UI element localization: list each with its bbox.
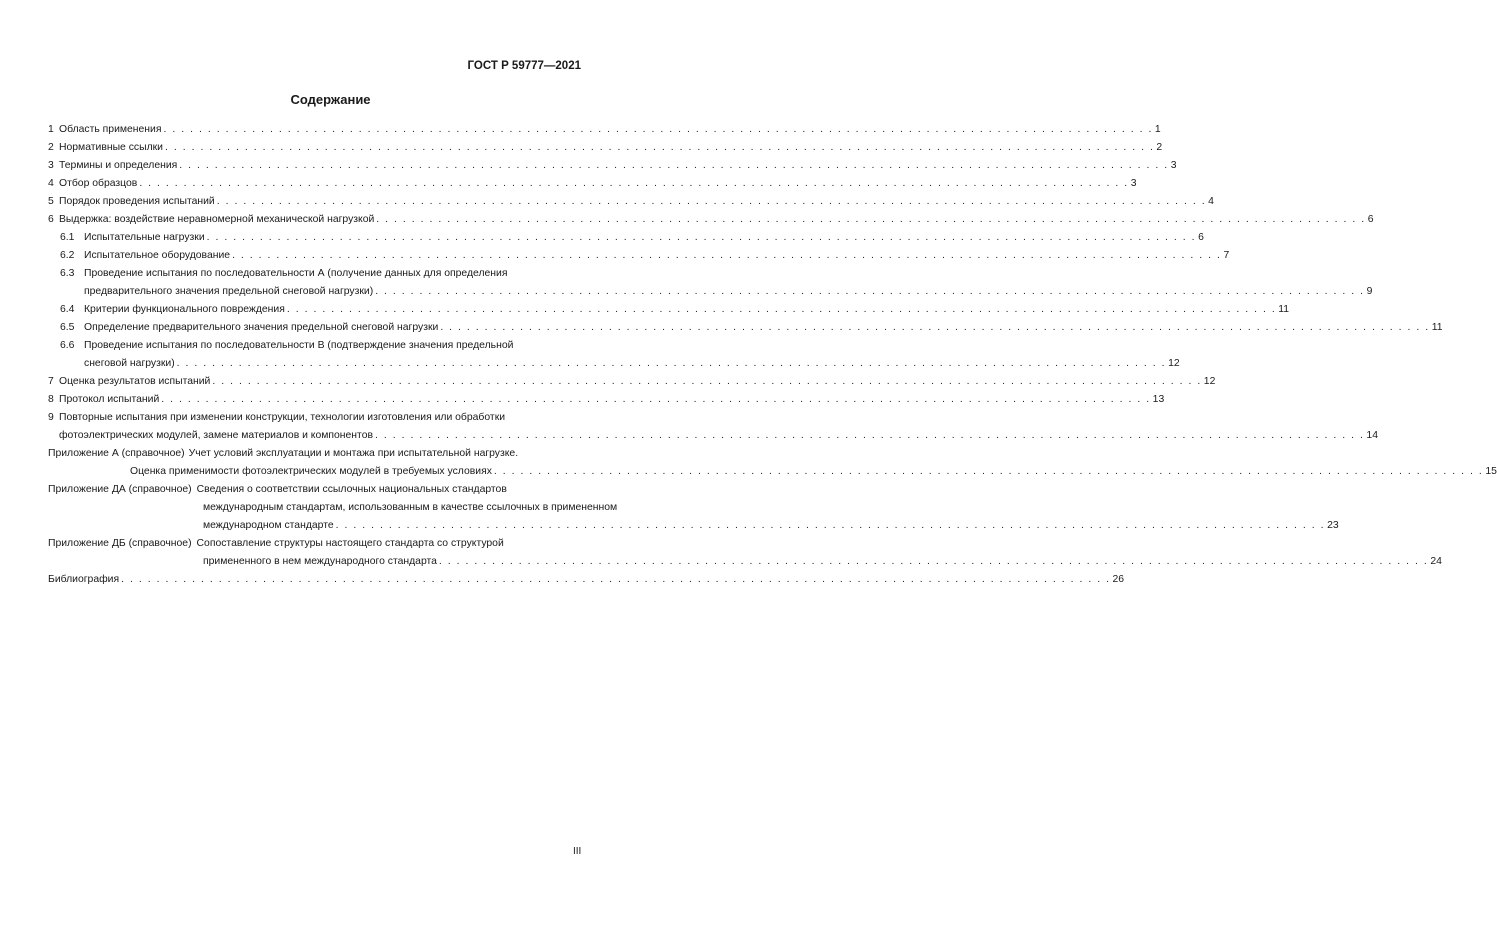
toc-entry-page: 9 (1366, 286, 1373, 297)
dot-leader: . . . . . . . . . . . . . . . . . . . . . . . . . . . . . . . . . . . . . . . . . . . . . . . . . . . . . . . . . . . . . . . . . . . . . . . . . . . . . . . . . . . . . . . . . . . . . . . . . . . . . . . . . . . . . . . . (232, 250, 1222, 261)
toc-entry-title: Повторные испытания при изменении конструкции, технологии изготовления или обработки (59, 412, 506, 423)
dot-leader: . . . . . . . . . . . . . . . . . . . . . . . . . . . . . . . . . . . . . . . . . . . . . . . . . . . . . . . . . . . . . . . . . . . . . . . . . . . . . . . . . . . . . . . . . . . . . . . . . . . . . . . . . . . . . . . . (375, 286, 1365, 297)
dot-leader: . . . . . . . . . . . . . . . . . . . . . . . . . . . . . . . . . . . . . . . . . . . . . . . . . . . . . . . . . . . . . . . . . . . . . . . . . . . . . . . . . . . . . . . . . . . . . . . . . . . . . . . . . . . . . . . . (161, 394, 1151, 405)
dot-leader: . . . . . . . . . . . . . . . . . . . . . . . . . . . . . . . . . . . . . . . . . . . . . . . . . . . . . . . . . . . . . . . . . . . . . . . . . . . . . . . . . . . . . . . . . . . . . . . . . . . . . . . . . . . . . . . . (493, 466, 1484, 477)
dot-leader: . . . . . . . . . . . . . . . . . . . . . . . . . . . . . . . . . . . . . . . . . . . . . . . . . . . . . . . . . . . . . . . . . . . . . . . . . . . . . . . . . . . . . . . . . . . . . . . . . . . . . . . . . . . . . . . . (216, 196, 1207, 207)
dot-leader: . . . . . . . . . . . . . . . . . . . . . . . . . . . . . . . . . . . . . . . . . . . . . . . . . . . . . . . . . . . . . . . . . . . . . . . . . . . . . . . . . . . . . . . . . . . . . . . . . . . . . . . . . . . . . . . . (440, 322, 1430, 333)
toc-entry[interactable] (48, 373, 1216, 391)
toc-entry-number: 6.3 (60, 268, 75, 279)
toc-entry-page: 2 (1156, 142, 1163, 153)
toc-entry-page: 23 (1327, 520, 1339, 531)
toc-entry-page: 26 (1112, 574, 1125, 585)
toc-bibliography[interactable] (48, 571, 1125, 589)
dot-leader: . . . . . . . . . . . . . . . . . . . . . . . . . . . . . . . . . . . . . . . . . . . . . . . . . . . . . . . . . . . . . . . . . . . . . . . . . . . . . . . . . . . . . . . . . . . . . . . . . . . . . . . . . . . . . . . . (335, 520, 1326, 531)
toc-subentry[interactable] (48, 319, 1443, 337)
appendix-title-continued: международном стандарте (203, 520, 334, 531)
toc-entry-page: 3 (1130, 178, 1137, 189)
toc-entry-page: 7 (1223, 250, 1230, 261)
toc-appendix-a[interactable] (48, 445, 1497, 481)
toc-entry[interactable] (48, 211, 1374, 229)
toc-entry-page: 12 (1168, 358, 1180, 369)
toc-entry-page: 13 (1152, 394, 1165, 405)
toc-entry-page: 15 (1485, 466, 1497, 477)
toc-entry-title: Выдержка: воздействие неравномерной механической нагрузкой (59, 214, 375, 225)
toc-entry[interactable] (48, 391, 1165, 409)
toc-entry-title: Протокол испытаний (59, 394, 160, 405)
toc-subentry[interactable] (48, 265, 1373, 301)
dot-leader: . . . . . . . . . . . . . . . . . . . . . . . . . . . . . . . . . . . . . . . . . . . . . . . . . . . . . . . . . . . . . . . . . . . . . . . . . . . . . . . . . . . . . . . . . . . . . . . . . . . . . . . . . . . . . . . . (438, 556, 1429, 567)
toc-entry[interactable] (48, 121, 1161, 139)
toc-entry-number: 6 (48, 214, 54, 225)
toc-subentry[interactable] (48, 229, 1204, 247)
toc-entry-number: 4 (48, 178, 54, 189)
toc-entry-page: 14 (1366, 430, 1378, 441)
toc-entry-page: 4 (1208, 196, 1214, 207)
toc-entry-page: 24 (1430, 556, 1442, 567)
toc-entry[interactable] (48, 175, 1137, 193)
toc-entry-number: 3 (48, 160, 54, 171)
toc-subentry[interactable] (48, 337, 1180, 373)
appendix-title: Сопоставление структуры настоящего стандарта со структурой (196, 538, 504, 549)
toc-entry-title: Библиография (48, 574, 120, 585)
toc-entry-number: 6.4 (60, 304, 75, 315)
toc-entry-page: 6 (1367, 214, 1374, 225)
dot-leader: . . . . . . . . . . . . . . . . . . . . . . . . . . . . . . . . . . . . . . . . . . . . . . . . . . . . . . . . . . . . . . . . . . . . . . . . . . . . . . . . . . . . . . . . . . . . . . . . . . . . . . . . . . . . . . . . (139, 178, 1129, 189)
toc-entry-title-continued: предварительного значения предельной снеговой нагрузки) (84, 286, 374, 297)
appendix-title-continued: примененного в нем международного стандарта (203, 556, 437, 567)
toc-appendix-da[interactable] (48, 481, 1339, 535)
toc-entry-page: 12 (1203, 376, 1216, 387)
toc-entry-title: Определение предварительного значения предельной снеговой нагрузки (84, 322, 439, 333)
toc-subentry[interactable] (48, 301, 1290, 319)
toc-entry-number: 5 (48, 196, 54, 207)
appendix-title: Сведения о соответствии ссылочных национальных стандартов (196, 484, 507, 495)
toc-entry-number: 6.1 (60, 232, 75, 243)
toc-entry-title-continued: фотоэлектрических модулей, замене материалов и компонентов (59, 430, 373, 441)
toc-entry-title: Порядок проведения испытаний (59, 196, 215, 207)
toc-entry-title-continued: снеговой нагрузки) (84, 358, 175, 369)
toc-entry-title: Испытательные нагрузки (84, 232, 205, 243)
toc-entry-number: 6.5 (60, 322, 75, 333)
toc-entry-page: 1 (1154, 124, 1161, 135)
toc-entry-title: Испытательное оборудование (84, 250, 231, 261)
toc-entry-number: 6.2 (60, 250, 75, 261)
dot-leader: . . . . . . . . . . . . . . . . . . . . . . . . . . . . . . . . . . . . . . . . . . . . . . . . . . . . . . . . . . . . . . . . . . . . . . . . . . . . . . . . . . . . . . . . . . . . . . . . . . . . . . . . . . . . . . . . (286, 304, 1277, 315)
toc-entry-number: 6.6 (60, 340, 75, 351)
toc-entry-page: 6 (1198, 232, 1204, 243)
appendix-title-continued: Оценка применимости фотоэлектрических модулей в требуемых условиях (130, 466, 492, 477)
toc-entry-title: Область применения (59, 124, 162, 135)
toc-entry-number: 8 (48, 394, 54, 405)
toc-entry-title: Проведение испытания по последовательности А (получение данных для определения (84, 268, 508, 279)
dot-leader: . . . . . . . . . . . . . . . . . . . . . . . . . . . . . . . . . . . . . . . . . . . . . . . . . . . . . . . . . . . . . . . . . . . . . . . . . . . . . . . . . . . . . . . . . . . . . . . . . . . . . . . . . . . . . . . . (121, 574, 1111, 585)
toc-entry-title: Отбор образцов (59, 178, 138, 189)
appendix-title-continued: международным стандартам, использованным в качестве ссылочных в примененном (203, 502, 618, 513)
dot-leader: . . . . . . . . . . . . . . . . . . . . . . . . . . . . . . . . . . . . . . . . . . . . . . . . . . . . . . . . . . . . . . . . . . . . . . . . . . . . . . . . . . . . . . . . . . . . . . . . . . . . . . . . . . . . . . . . (164, 142, 1155, 153)
toc-entry-title: Термины и определения (59, 160, 178, 171)
toc-entry[interactable] (48, 193, 1214, 211)
appendix-label: Приложение А (справочное) (48, 448, 185, 459)
toc-entry-title: Нормативные ссылки (59, 142, 163, 153)
dot-leader: . . . . . . . . . . . . . . . . . . . . . . . . . . . . . . . . . . . . . . . . . . . . . . . . . . . . . . . . . . . . . . . . . . . . . . . . . . . . . . . . . . . . . . . . . . . . . . . . . . . . . . . . . . . . . . . . (375, 430, 1365, 441)
toc-entry-page: 11 (1431, 322, 1443, 333)
toc-subentry[interactable] (48, 247, 1230, 265)
toc-entry-number: 9 (48, 412, 54, 423)
toc-entry-page: 3 (1170, 160, 1177, 171)
appendix-title: Учет условий эксплуатации и монтажа при испытательной нагрузке. (188, 448, 519, 459)
toc-entry-number: 1 (48, 124, 54, 135)
appendix-label: Приложение ДБ (справочное) (48, 538, 192, 549)
toc-entry-title: Оценка результатов испытаний (59, 376, 211, 387)
appendix-label: Приложение ДА (справочное) (48, 484, 192, 495)
standard-designation: ГОСТ Р 59777—2021 (467, 60, 581, 72)
dot-leader: . . . . . . . . . . . . . . . . . . . . . . . . . . . . . . . . . . . . . . . . . . . . . . . . . . . . . . . . . . . . . . . . . . . . . . . . . . . . . . . . . . . . . . . . . . . . . . . . . . . . . . . . . . . . . . . . (176, 358, 1167, 369)
toc-entry-title: Проведение испытания по последовательности В (подтверждение значения предельной (84, 340, 514, 351)
dot-leader: . . . . . . . . . . . . . . . . . . . . . . . . . . . . . . . . . . . . . . . . . . . . . . . . . . . . . . . . . . . . . . . . . . . . . . . . . . . . . . . . . . . . . . . . . . . . . . . . . . . . . . . . . . . . . . . . (179, 160, 1169, 171)
dot-leader: . . . . . . . . . . . . . . . . . . . . . . . . . . . . . . . . . . . . . . . . . . . . . . . . . . . . . . . . . . . . . . . . . . . . . . . . . . . . . . . . . . . . . . . . . . . . . . . . . . . . . . . . . . . . . . . . (376, 214, 1366, 225)
toc-entry-title: Критерии функционального повреждения (84, 304, 285, 315)
dot-leader: . . . . . . . . . . . . . . . . . . . . . . . . . . . . . . . . . . . . . . . . . . . . . . . . . . . . . . . . . . . . . . . . . . . . . . . . . . . . . . . . . . . . . . . . . . . . . . . . . . . . . . . . . . . . . . . . (206, 232, 1197, 243)
page-number: III (573, 846, 582, 857)
toc-entry[interactable] (48, 139, 1163, 157)
toc-appendix-db[interactable] (48, 535, 1442, 571)
dot-leader: . . . . . . . . . . . . . . . . . . . . . . . . . . . . . . . . . . . . . . . . . . . . . . . . . . . . . . . . . . . . . . . . . . . . . . . . . . . . . . . . . . . . . . . . . . . . . . . . . . . . . . . . . . . . . . . . (163, 124, 1153, 135)
toc-entry-number: 2 (48, 142, 54, 153)
toc-entry-number: 7 (48, 376, 54, 387)
toc-entry[interactable] (48, 157, 1177, 175)
page-title: Содержание (290, 92, 371, 107)
toc-entry[interactable] (48, 409, 1378, 445)
toc-entry-page: 11 (1278, 304, 1290, 315)
dot-leader: . . . . . . . . . . . . . . . . . . . . . . . . . . . . . . . . . . . . . . . . . . . . . . . . . . . . . . . . . . . . . . . . . . . . . . . . . . . . . . . . . . . . . . . . . . . . . . . . . . . . . . . . . . . . . . . . (212, 376, 1202, 387)
table-of-contents (48, 121, 1497, 589)
